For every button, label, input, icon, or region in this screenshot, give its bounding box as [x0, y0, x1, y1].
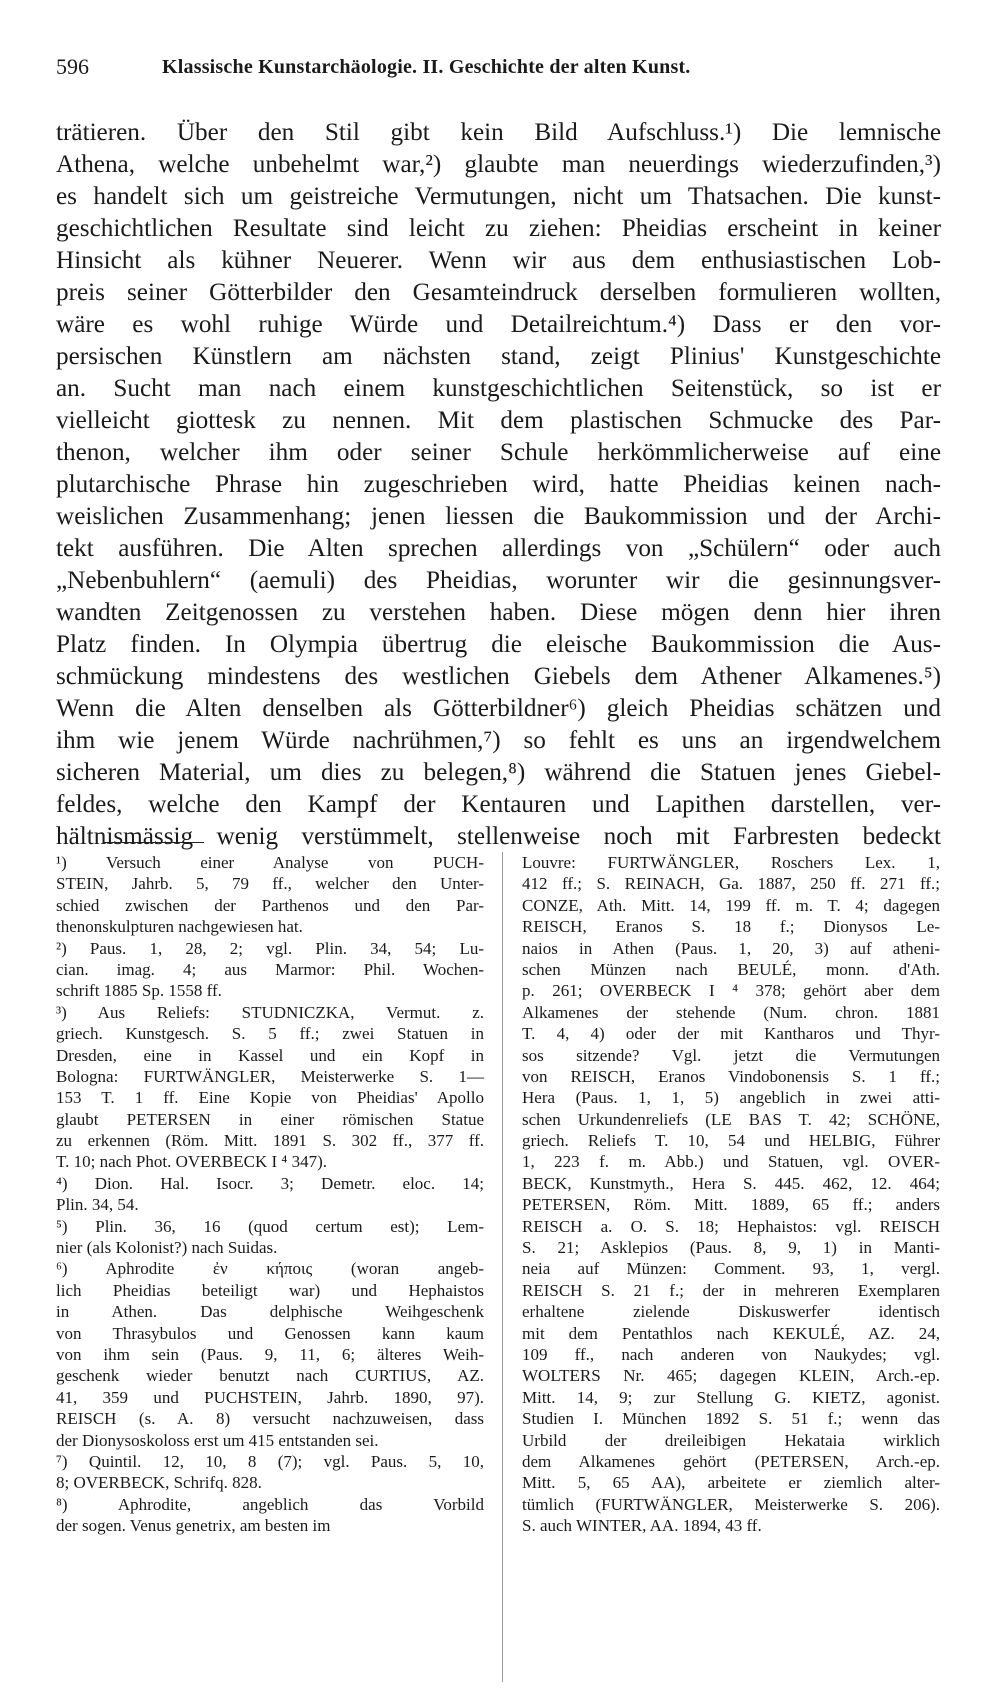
main-text	[56, 117, 941, 853]
footnote-line: 8; OVERBECK, Schrifq. 828.	[56, 1473, 262, 1493]
footnotes-left-column	[56, 852, 484, 1537]
footnote-line: T. 10; nach Phot. OVERBECK I ⁴ 347).	[56, 1152, 327, 1172]
footnote-line: T. 4, 4) oder der mit Kantharos und Thyr-	[522, 1024, 940, 1044]
footnote-line: REISCH S. 21 f.; der in mehreren Exemplaren	[522, 1280, 940, 1300]
footnote-line: ¹) Versuch einer Analyse von PUCH-	[56, 853, 484, 872]
footnote-line: ⁴) Dion. Hal. Isocr. 3; Demetr. eloc. 14;	[56, 1173, 484, 1193]
body-line: Platz finden. In Olympia übertrug die eleische Baukommission die Aus-	[56, 631, 941, 658]
body-line: wäre es wohl ruhige Würde und Detailreichtum.⁴) Dass er den vor-	[56, 311, 941, 338]
footnote-line: naios in Athen (Paus. 1, 20, 3) auf atheni-	[522, 938, 940, 958]
body-line: persischen Künstlern am nächsten stand, zeigt Plinius' Kunstgeschichte	[56, 343, 941, 370]
footnote-line: der sogen. Venus genetrix, am besten im	[56, 1516, 331, 1536]
footnote-line: nier (als Kolonist?) nach Suidas.	[56, 1238, 278, 1258]
footnote-line: in Athen. Das delphische Weihgeschenk	[56, 1302, 484, 1322]
footnote-line: griech. Kunstgesch. S. 5 ff.; zwei Statuen in	[56, 1024, 484, 1044]
footnote-line: 41, 359 und PUCHSTEIN, Jahrb. 1890, 97).	[56, 1387, 484, 1407]
footnote-line: Dresden, eine in Kassel und ein Kopf in	[56, 1045, 484, 1065]
footnote-line: 153 T. 1 ff. Eine Kopie von Pheidias' Apollo	[56, 1088, 484, 1108]
footnote-line: Bologna: FURTWÄNGLER, Meisterwerke S. 1—	[56, 1066, 484, 1086]
footnote-line: schen Urkundenreliefs (LE BAS T. 42; SCHÖNE,	[522, 1109, 940, 1129]
footnote-line: thenonskulpturen nachgewiesen hat.	[56, 917, 303, 937]
footnote-line: geschenk wieder benutzt nach CURTIUS, AZ.	[56, 1366, 484, 1386]
footnote-line: griech. Reliefs T. 10, 54 und HELBIG, Führer	[522, 1131, 940, 1151]
column-divider	[502, 852, 503, 1682]
footnote-line: PETERSEN, Röm. Mitt. 1889, 65 ff.; anders	[522, 1195, 940, 1215]
footnote-line: dem Alkamenes gehört (PETERSEN, Arch.-ep.	[522, 1451, 940, 1471]
footnote-line: ⁸) Aphrodite, angeblich das Vorbild	[56, 1494, 484, 1514]
footnote-line: Plin. 34, 54.	[56, 1195, 139, 1215]
body-line: weislichen Zusammenhang; jenen liessen die Baukommission und der Archi-	[56, 503, 941, 530]
footnote-line: lich Pheidias beteiligt war) und Hephaistos	[56, 1280, 484, 1300]
footnote-line: REISCH, Eranos S. 18 f.; Dionysos Le-	[522, 917, 940, 937]
body-line: geschichtlichen Resultate sind leicht zu ziehen: Pheidias erscheint in keiner	[56, 215, 941, 242]
footnote-line: ²) Paus. 1, 28, 2; vgl. Plin. 34, 54; Lu-	[56, 938, 484, 958]
body-line: vielleicht giottesk zu nennen. Mit dem plastischen Schmucke des Par-	[56, 407, 941, 434]
footnote-line: Urbild der dreileibigen Hekataia wirklich	[522, 1430, 940, 1450]
footnote-line: sos sitzende? Vgl. jetzt die Vermutungen	[522, 1045, 940, 1065]
body-line: Wenn die Alten denselben als Götterbildner⁶) gleich Pheidias schätzen und	[56, 695, 941, 722]
footnote-line: ³) Aus Reliefs: STUDNICZKA, Vermut. z.	[56, 1002, 484, 1022]
body-line: wandten Zeitgenossen zu verstehen haben. Diese mögen denn hier ihren	[56, 599, 941, 626]
footnote-line: neia auf Münzen: Comment. 93, 1, vergl.	[522, 1259, 940, 1279]
footnote-line: schied zwischen der Parthenos und den Par-	[56, 895, 484, 915]
footnote-line: der Dionysoskoloss erst um 415 entstanden sei.	[56, 1430, 379, 1450]
body-line: feldes, welche den Kampf der Kentauren und Lapithen darstellen, ver-	[56, 791, 941, 818]
body-line: es handelt sich um geistreiche Vermutungen, nicht um Thatsachen. Die kunst-	[56, 183, 941, 210]
footnotes-right-column	[522, 852, 940, 1537]
running-head	[56, 50, 956, 84]
footnote-line: 1, 223 f. m. Abb.) und Statuen, vgl. OVER-	[522, 1152, 940, 1172]
footnote-line: ⁵) Plin. 36, 16 (quod certum est); Lem-	[56, 1216, 484, 1236]
footnote-line: p. 261; OVERBECK I ⁴ 378; gehört aber dem	[522, 981, 940, 1001]
footnote-line: erhaltene zielende Diskuswerfer identisch	[522, 1302, 940, 1322]
footnote-line: schen Münzen nach BEULÉ, monn. d'Ath.	[522, 959, 940, 979]
footnote-line: S. 21; Asklepios (Paus. 8, 9, 1) in Manti-	[522, 1238, 940, 1258]
footnote-line: zu erkennen (Röm. Mitt. 1891 S. 302 ff., 377 ff.	[56, 1131, 484, 1151]
footnote-line: 109 ff., nach anderen von Naukydes; vgl.	[522, 1344, 940, 1364]
footnote-line: 412 ff.; S. REINACH, Ga. 1887, 250 ff. 271 ff.;	[522, 874, 940, 894]
body-line: preis seiner Götterbilder den Gesamteindruck derselben formulieren wollten,	[56, 279, 941, 306]
footnote-line: ⁷) Quintil. 12, 10, 8 (7); vgl. Paus. 5, 10,	[56, 1451, 484, 1471]
body-line: tekt ausführen. Die Alten sprechen allerdings von „Schülern“ oder auch	[56, 535, 941, 562]
footnote-line: CONZE, Ath. Mitt. 14, 199 ff. m. T. 4; dagegen	[522, 895, 940, 915]
footnote-line: STEIN, Jahrb. 5, 79 ff., welcher den Unter-	[56, 874, 484, 894]
body-line: thenon, welcher ihm oder seiner Schule herkömmlicherweise auf eine	[56, 439, 941, 466]
footnote-line: tümlich (FURTWÄNGLER, Meisterwerke S. 206).	[522, 1494, 940, 1514]
footnote-line: REISCH (s. A. 8) versucht nachzuweisen, dass	[56, 1409, 484, 1429]
footnote-line: S. auch WINTER, AA. 1894, 43 ff.	[522, 1516, 762, 1536]
footnote-line: cian. imag. 4; aus Marmor: Phil. Wochen-	[56, 959, 484, 979]
body-line: sicheren Material, um dies zu belegen,⁸) während die Statuen jenes Giebel-	[56, 759, 941, 786]
body-line: schmückung mindestens des westlichen Giebels dem Athener Alkamenes.⁵)	[56, 663, 941, 690]
body-line: plutarchische Phrase hin zugeschrieben wird, hatte Pheidias keinen nach-	[56, 471, 941, 498]
body-line: an. Sucht man nach einem kunstgeschichtlichen Seitenstück, so ist er	[56, 375, 941, 402]
footnote-line: Mitt. 14, 9; zur Stellung G. KIETZ, agonist.	[522, 1387, 940, 1407]
body-line: Athena, welche unbehelmt war,²) glaubte man neuerdings wiederzufinden,³)	[56, 151, 941, 178]
footnote-line: schrift 1885 Sp. 1558 ff.	[56, 981, 222, 1001]
body-line: ihm wie jenem Würde nachrühmen,⁷) so fehlt es uns an irgendwelchem	[56, 727, 941, 754]
body-line: hältnismässig wenig verstümmelt, stellenweise noch mit Farbresten bedeckt	[56, 823, 941, 850]
footnote-line: Louvre: FURTWÄNGLER, Roschers Lex. 1,	[522, 853, 940, 872]
footnote-line: REISCH a. O. S. 18; Hephaistos: vgl. REISCH	[522, 1216, 940, 1236]
body-line: Hinsicht als kühner Neuerer. Wenn wir aus dem enthusiastischen Lob-	[56, 247, 941, 274]
footnote-line: von REISCH, Eranos Vindobonensis S. 1 ff.;	[522, 1066, 940, 1086]
footnote-line: mit dem Pentathlos nach KEKULÉ, AZ. 24,	[522, 1323, 940, 1343]
footnote-line: Mitt. 5, 65 AA), arbeitete er ziemlich alter-	[522, 1473, 940, 1493]
body-line: „Nebenbuhlern“ (aemuli) des Pheidias, worunter wir die gesinnungsver-	[56, 567, 941, 594]
page-number: 596	[56, 54, 89, 79]
footnote-line: von Thrasybulos und Genossen kann kaum	[56, 1323, 484, 1343]
footnote-line: Hera (Paus. 1, 1, 5) angeblich in zwei atti-	[522, 1088, 940, 1108]
footnote-line: Alkamenes der stehende (Num. chron. 1881	[522, 1002, 940, 1022]
footnote-rule	[103, 842, 204, 843]
footnote-line: WOLTERS Nr. 465; dagegen KLEIN, Arch.-ep.	[522, 1366, 940, 1386]
body-line: trätieren. Über den Stil gibt kein Bild Aufschluss.¹) Die lemnische	[56, 119, 941, 146]
footnote-line: von ihm sein (Paus. 9, 11, 6; älteres Weih-	[56, 1344, 484, 1364]
footnote-line: Studien I. München 1892 S. 51 f.; wenn das	[522, 1409, 940, 1429]
footnote-line: BECK, Kunstmyth., Hera S. 445. 462, 12. 464;	[522, 1173, 940, 1193]
running-title: Klassische Kunstarchäologie. II. Geschichte der alten Kunst.	[162, 56, 691, 78]
footnote-line: glaubt PETERSEN in einer römischen Statue	[56, 1109, 484, 1129]
footnote-line: ⁶) Aphrodite ἐν κήποις (woran angeb-	[56, 1259, 484, 1279]
